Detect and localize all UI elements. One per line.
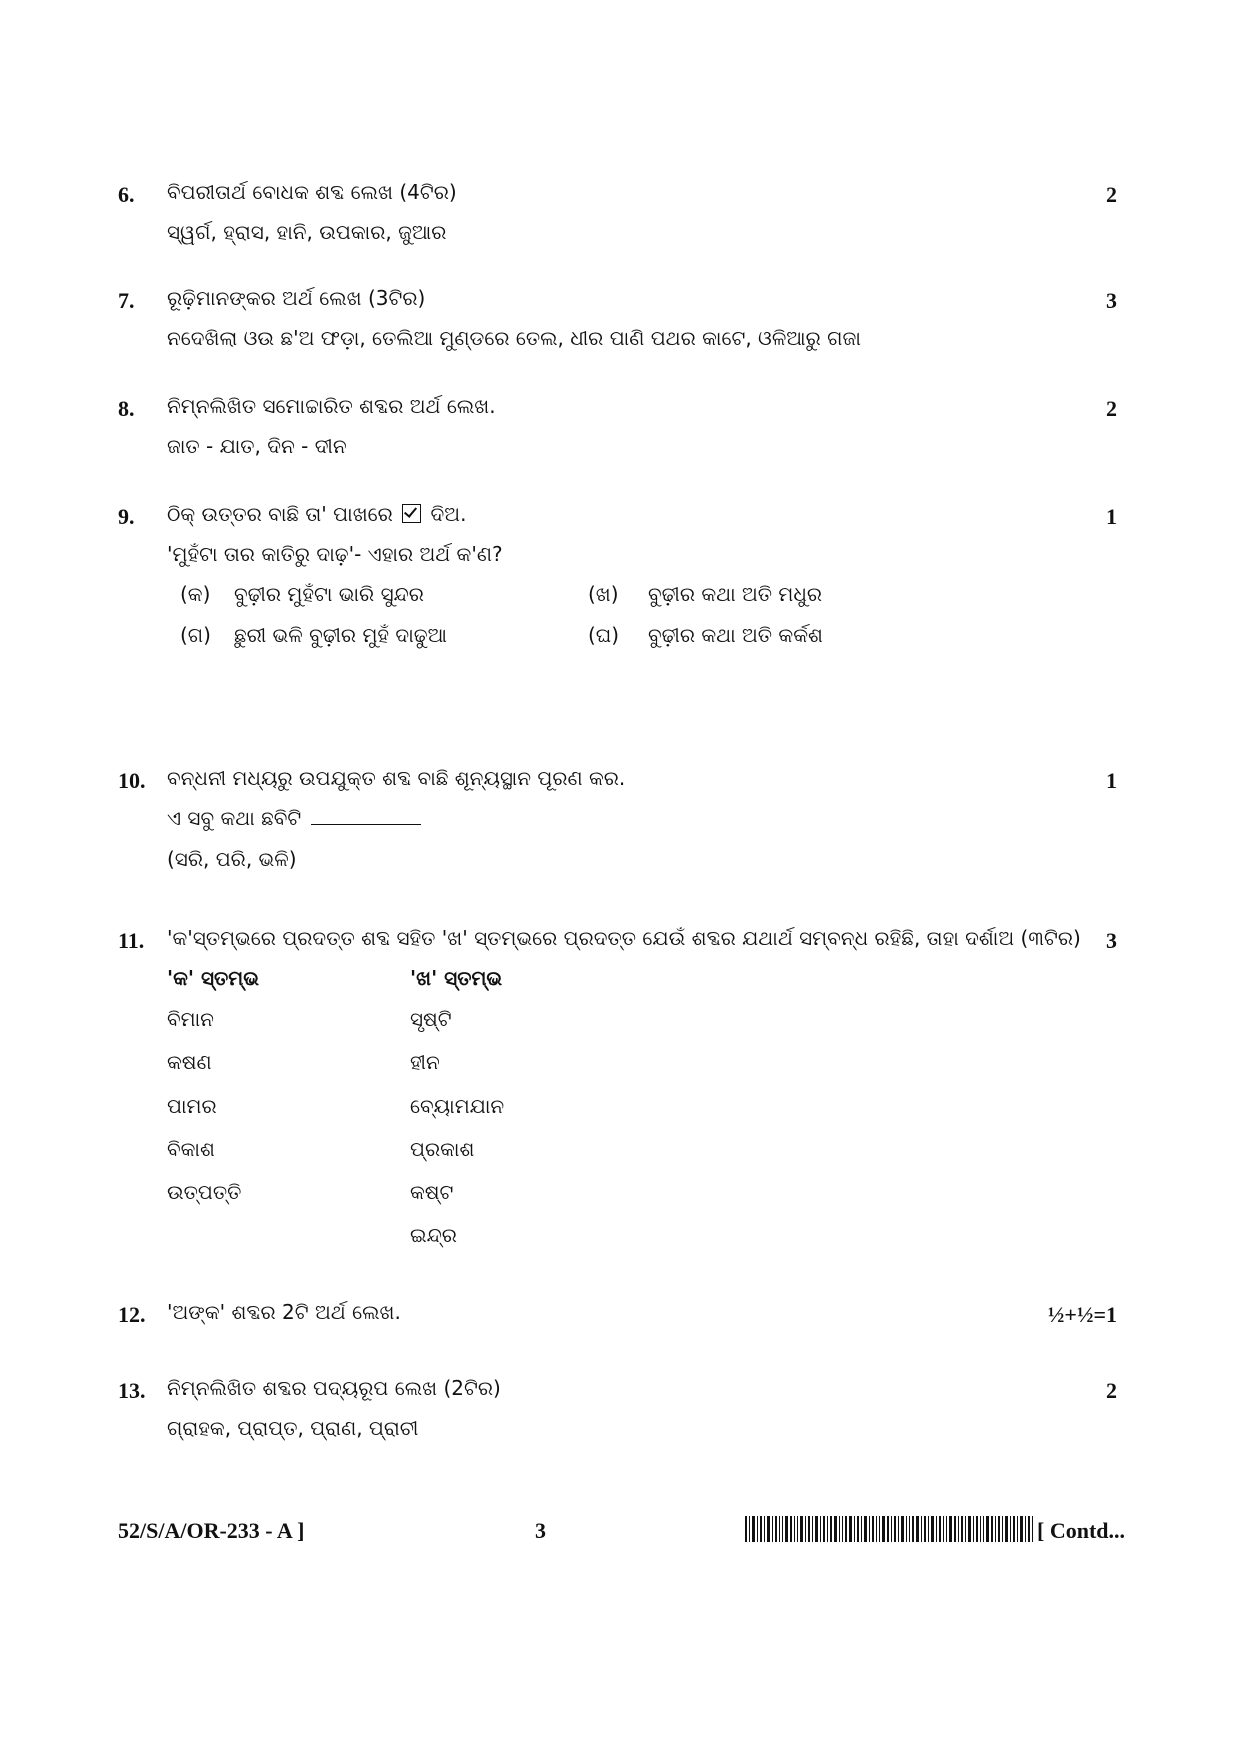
question-prompt: ରୂଢ଼ିମାନଙ୍କର ଅର୍ଥ ଲେଖ (3ଟିର) [167, 286, 426, 310]
option-text: ଛୁରୀ ଭଳି ବୁଢ଼ୀର ମୁହଁ ଦାଢୁଆ [234, 623, 447, 647]
question-marks: 2 [1106, 182, 1117, 207]
question-number: 8. [118, 396, 135, 421]
column-a-item: ଉତ୍ପତ୍ତି [167, 1180, 242, 1204]
question-number: 9. [118, 504, 135, 529]
question-prompt: ବନ୍ଧନୀ ମଧ୍ୟରୁ ଉପଯୁକ୍ତ ଶବ୍ଦ ବାଛି ଶୂନ୍ୟସ୍ଥାନ ପୂରଣ କର. [167, 766, 626, 790]
paper-code: 52/S/A/OR-233 - A ] [118, 1518, 305, 1543]
question-marks: 1 [1106, 768, 1117, 793]
question-marks: 2 [1106, 396, 1117, 421]
column-b-item: ବ୍ୟୋମଯାନ [410, 1094, 505, 1118]
question-marks: 2 [1106, 1378, 1117, 1403]
page-number: 3 [535, 1518, 546, 1543]
question-number: 12. [118, 1302, 146, 1327]
question-prompt: ନିମ୍ନଲିଖିତ ଶବ୍ଦର ପଦ୍ୟରୂପ ଲେଖ (2ଟିର) [167, 1376, 501, 1400]
option-label: (କ) [180, 582, 211, 606]
question-number: 7. [118, 288, 135, 313]
option-label: (ଘ) [588, 623, 620, 647]
column-b-item: ହୀନ [410, 1050, 440, 1074]
question-prompt: 'କ'ସ୍ତମ୍ଭରେ ପ୍ରଦତ୍ତ ଶବ୍ଦ ସହିତ 'ଖ' ସ୍ତମ୍ଭରେ ପ୍ରଦତ୍ତ ଯେଉଁ ଶବ୍ଦର ଯଥାର୍ଥ ସମ୍ବନ୍ଧ ରହିଛି, ତାହା ଦର୍ଶାଅ (୩ଟିର) [167, 926, 1081, 950]
question-prompt: 'ଅଙ୍କ' ଶବ୍ଦର 2ଟି ଅର୍ଥ ଲେଖ. [167, 1300, 401, 1324]
question-number: 6. [118, 182, 135, 207]
option-label: (ଖ) [588, 582, 619, 606]
column-b-item: ଇନ୍ଦ୍ର [410, 1223, 457, 1247]
sentence: ଏ ସବୁ କଥା ଛବିଟି [167, 806, 302, 830]
option-text: ବୁଢ଼ୀର କଥା ଅତି ମଧୁର [648, 582, 823, 606]
question-marks: ½+½=1 [1047, 1302, 1117, 1327]
column-b-item: କଷ୍ଟ [410, 1180, 454, 1204]
question-number: 13. [118, 1378, 146, 1403]
checkbox-tick-icon [402, 504, 421, 523]
question-marks: 3 [1106, 288, 1117, 313]
column-b-item: ସୃଷ୍ଟି [410, 1007, 452, 1031]
question-prompt: ବିପରୀତାର୍ଥ ବୋଧକ ଶବ୍ଦ ଲେଖ (4ଟିର) [167, 180, 457, 204]
option-text: ବୁଢ଼ୀର କଥା ଅତି କର୍କଶ [648, 623, 823, 647]
column-a-header: 'କ' ସ୍ତମ୍ଭ [167, 966, 259, 990]
option-label: (ଗ) [180, 623, 211, 647]
column-a-item: ବିମାନ [167, 1007, 214, 1031]
fill-blank [311, 823, 421, 825]
question-text [167, 806, 421, 830]
option-text: ବୁଢ଼ୀର ମୁହଁଟା ଭାରି ସୁନ୍ଦର [234, 582, 424, 606]
column-a-item: ପାମର [167, 1094, 217, 1118]
column-a-item: ବିକାଶ [167, 1137, 215, 1161]
question-prompt [167, 502, 466, 526]
column-b-item: ପ୍ରକାଶ [410, 1137, 475, 1161]
question-number: 10. [118, 768, 146, 793]
column-a-item: କଷଣ [167, 1050, 212, 1074]
question-prompt: ନିମ୍ନଲିଖିତ ସମୋଚ୍ଚାରିତ ଶବ୍ଦର ଅର୍ଥ ଲେଖ. [167, 394, 496, 418]
continued-label: [ Contd... [1037, 1518, 1126, 1543]
prompt-part: ଦିଅ. [430, 502, 467, 526]
question-text: 'ମୁହଁଟା ତାର କାତିରୁ ଦାଢ଼'- ଏହାର ଅର୍ଥ କ'ଣ? [167, 542, 503, 566]
question-text: ନଦେଖିଲା ଓଉ ଛ'ଅ ଫଡ଼ା, ତେଲିଆ ମୁଣ୍ଡରେ ତେଲ, ଧୀର ପାଣି ପଥର କାଟେ, ଓଳିଆରୁ ଗଜା [167, 326, 861, 350]
question-marks: 1 [1106, 504, 1117, 529]
question-marks: 3 [1106, 928, 1117, 953]
prompt-part: ଠିକ୍ ଉତ୍ତର ବାଛି ତା' ପାଖରେ [167, 502, 393, 526]
question-text: ସ୍ୱର୍ଗ, ହ୍ରାସ, ହାନି, ଉପକାର, ଜୁଆର [167, 220, 447, 244]
question-text: ଜାତ - ଯାତ, ଦିନ - ଦୀନ [167, 434, 347, 458]
question-number: 11. [118, 928, 145, 953]
question-text: ଗ୍ରାହକ, ପ୍ରାପ୍ତ, ପ୍ରାଣ, ପ୍ରାଚୀ [167, 1416, 419, 1440]
question-choices: (ସରି, ପରି, ଭଳି) [167, 847, 297, 871]
column-b-header: 'ଖ' ସ୍ତମ୍ଭ [410, 966, 503, 990]
barcode-icon [745, 1516, 1033, 1542]
